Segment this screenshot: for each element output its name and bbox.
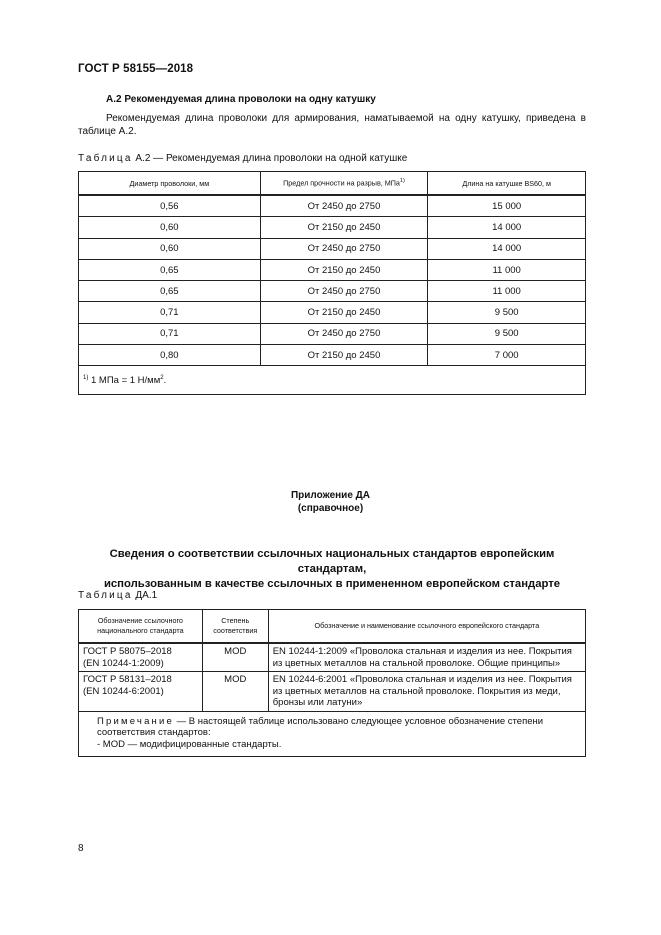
table-a2-footnote — [79, 366, 586, 395]
national-standard-eu-ref: (EN 10244-6:2001) — [83, 685, 164, 697]
table-a2-header-strength — [260, 172, 428, 196]
table-cell: От 2150 до 2450 — [260, 345, 428, 366]
table-cell: 0,65 — [79, 259, 261, 280]
table-cell: От 2450 до 2750 — [260, 323, 428, 344]
table-cell: 9 500 — [428, 302, 586, 323]
table-da1-caption — [78, 590, 157, 601]
table-cell: 0,71 — [79, 302, 261, 323]
table-a2-caption-word: Таблица — [78, 153, 133, 164]
national-standard-eu-ref: (EN 10244-1:2009) — [83, 657, 164, 669]
note-item: - MOD — модифицированные стандарты. — [97, 738, 282, 750]
table-cell-degree: MOD — [202, 672, 268, 712]
table-cell: 9 500 — [428, 323, 586, 344]
header-line: соответствия — [213, 626, 258, 635]
table-row — [79, 195, 586, 217]
table-row — [79, 323, 586, 344]
table-cell: От 2450 до 2750 — [260, 238, 428, 259]
header-line: национального стандарта — [97, 626, 184, 635]
table-a2-header-length: Длина на катушке BS60, м — [428, 172, 586, 196]
table-da1-header-row — [79, 610, 586, 644]
table-cell: 0,65 — [79, 281, 261, 302]
section-paragraph — [78, 112, 586, 138]
appendix-title: Приложение ДА — [290, 490, 371, 501]
table-row — [79, 345, 586, 366]
table-da1 — [78, 609, 586, 757]
table-cell: 11 000 — [428, 259, 586, 280]
appendix-heading-line1: Сведения о соответствии ссылочных национальных стандартов европейским стандартам, — [109, 548, 555, 575]
table-da1-header-national — [79, 610, 203, 644]
section-paragraph-text: Рекомендуемая длина проволоки для армирования, наматываемой на одну катушку, приведена в таблице А.2. — [78, 113, 586, 137]
note-paragraph — [83, 716, 581, 739]
table-da1-note-row — [79, 711, 586, 757]
table-cell: 14 000 — [428, 217, 586, 238]
note-text: — В настоящей таблице использовано следующее условное обозначение степени соответствия стандартов: — [97, 715, 544, 738]
appendix-heading — [78, 547, 586, 592]
table-da1-header-degree — [202, 610, 268, 644]
table-cell: 11 000 — [428, 281, 586, 302]
table-cell: 14 000 — [428, 238, 586, 259]
table-a2-footnote-row — [79, 366, 586, 395]
footnote-text: 1 МПа = 1 Н/мм — [88, 374, 161, 386]
table-cell-degree: MOD — [202, 643, 268, 672]
page-number: 8 — [78, 843, 84, 854]
section-title: А.2 Рекомендуемая длина проволоки на одну катушку — [106, 94, 376, 105]
table-cell: От 2450 до 2750 — [260, 281, 428, 302]
table-cell: От 2150 до 2450 — [260, 259, 428, 280]
appendix-heading-line2: использованным в качестве ссылочных в примененном европейском стандарте — [103, 578, 561, 590]
table-da1-note — [79, 711, 586, 757]
national-standard: ГОСТ Р 58075–2018 — [83, 646, 172, 657]
table-a2-caption — [78, 153, 407, 164]
document-header: ГОСТ Р 58155—2018 — [78, 63, 194, 75]
table-cell-national — [79, 672, 203, 712]
table-cell: От 2450 до 2750 — [260, 195, 428, 217]
table-cell: 0,80 — [79, 345, 261, 366]
appendix-subtitle: (справочное) — [297, 503, 364, 514]
table-a2 — [78, 171, 586, 395]
table-row — [79, 259, 586, 280]
header-line: Обозначение ссылочного — [97, 616, 183, 625]
table-cell: 0,60 — [79, 238, 261, 259]
footnote-superscript: 2 — [160, 374, 164, 381]
table-cell: 0,71 — [79, 323, 261, 344]
table-a2-header-diameter: Диаметр проволоки, мм — [79, 172, 261, 196]
table-cell-european: EN 10244-6:2001 «Проволока стальная и изделия из нее. Покрытия из цветных металлов на стальной проволоке. Покрытия из меди, бронзы или латуни» — [268, 672, 585, 712]
table-cell: 15 000 — [428, 195, 586, 217]
header-line: Степень — [221, 616, 250, 625]
footnote-end: . — [163, 374, 167, 386]
table-da1-caption-text: ДА.1 — [132, 590, 158, 601]
table-row — [79, 672, 586, 712]
table-cell: 7 000 — [428, 345, 586, 366]
table-row — [79, 281, 586, 302]
table-cell: От 2150 до 2450 — [260, 302, 428, 323]
table-row — [79, 302, 586, 323]
table-da1-caption-word: Таблица — [78, 590, 133, 601]
table-row — [79, 238, 586, 259]
footnote-mark: 1) — [83, 374, 89, 381]
table-cell-national — [79, 643, 203, 672]
table-row — [79, 643, 586, 672]
table-a2-caption-text: А.2 — Рекомендуемая длина проволоки на одной катушке — [132, 153, 408, 164]
national-standard: ГОСТ Р 58131–2018 — [83, 674, 172, 685]
table-da1-header-european: Обозначение и наименование ссылочного европейского стандарта — [268, 610, 585, 644]
table-a2-header-footnote-mark: 1) — [399, 178, 405, 185]
table-a2-header-strength-text: Предел прочности на разрыв, МПа — [283, 178, 400, 188]
table-cell: 0,60 — [79, 217, 261, 238]
table-cell-european: EN 10244-1:2009 «Проволока стальная и изделия из нее. Покрытия из цветных металлов на стальной проволоке. Общие принципы» — [268, 643, 585, 672]
table-cell: От 2150 до 2450 — [260, 217, 428, 238]
table-a2-header-row — [79, 172, 586, 196]
table-row — [79, 217, 586, 238]
note-word: Примечание — [97, 715, 174, 727]
table-cell: 0,56 — [79, 195, 261, 217]
